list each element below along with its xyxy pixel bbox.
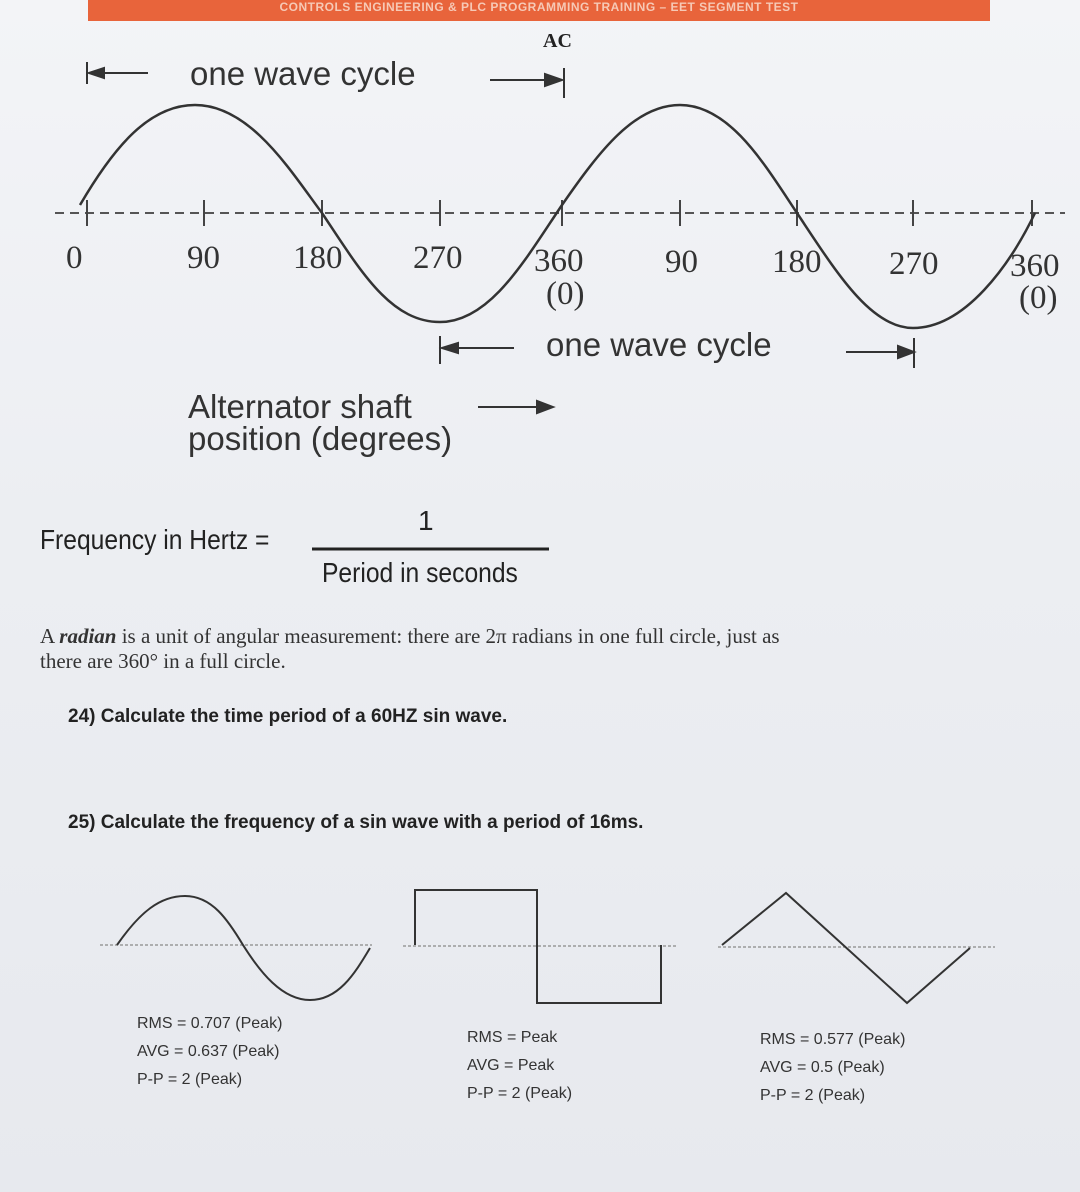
zero-label: (0) bbox=[1019, 280, 1058, 316]
radian-paragraph-line2: there are 360° in a full circle. bbox=[40, 649, 286, 673]
degree-label: 180 bbox=[293, 240, 343, 276]
header-banner: CONTROLS ENGINEERING & PLC PROGRAMMING TRAINING – EET SEGMENT TEST bbox=[88, 0, 990, 21]
zero-label: (0) bbox=[546, 276, 585, 312]
cycle-bottom-left-head bbox=[442, 343, 458, 353]
triangle-pp: P-P = 2 (Peak) bbox=[760, 1087, 866, 1104]
degree-label: 360 bbox=[534, 243, 584, 279]
sine-small-curve bbox=[117, 896, 370, 1000]
triangle-stats bbox=[760, 1026, 905, 1110]
triangle-rms: RMS = 0.577 (Peak) bbox=[760, 1031, 906, 1048]
sine-rms: RMS = 0.707 (Peak) bbox=[137, 1015, 283, 1032]
cycle-label-top: one wave cycle bbox=[190, 55, 416, 92]
sine-stats bbox=[137, 1010, 282, 1094]
triangle-avg: AVG = 0.5 (Peak) bbox=[760, 1059, 885, 1076]
degree-label: 360 bbox=[1010, 248, 1060, 284]
degree-label: 270 bbox=[889, 246, 939, 282]
radian-paragraph-line1: A radian is a unit of angular measurement: there are 2π radians in one full circle, just as bbox=[40, 624, 780, 648]
degree-label: 270 bbox=[413, 240, 463, 276]
ac-title: AC bbox=[543, 30, 572, 52]
degree-label: 0 bbox=[66, 240, 83, 276]
axis-label-arrow-head bbox=[537, 401, 553, 413]
sine-avg: AVG = 0.637 (Peak) bbox=[137, 1043, 280, 1060]
degree-label: 180 bbox=[772, 244, 822, 280]
axis-label-line1: Alternator shaft bbox=[188, 388, 412, 425]
triangle-small-curve bbox=[722, 893, 970, 1003]
cycle-label-bottom: one wave cycle bbox=[546, 326, 772, 363]
axis-label-line2: position (degrees) bbox=[188, 420, 453, 457]
cycle-bottom-right-head bbox=[898, 346, 914, 358]
square-rms: RMS = Peak bbox=[467, 1029, 558, 1046]
sine-pp: P-P = 2 (Peak) bbox=[137, 1071, 243, 1088]
square-avg: AVG = Peak bbox=[467, 1057, 555, 1074]
formula-denominator: Period in seconds bbox=[322, 557, 518, 588]
cycle-top-left-head bbox=[89, 68, 104, 78]
formula-numerator: 1 bbox=[418, 505, 434, 536]
degree-label: 90 bbox=[665, 244, 698, 280]
square-stats bbox=[467, 1024, 572, 1108]
radian-emphasis: radian bbox=[59, 624, 117, 648]
formula-lhs: Frequency in Hertz = bbox=[40, 524, 270, 555]
question-24: 24) Calculate the time period of a 60HZ sin wave. bbox=[68, 706, 508, 727]
degree-label: 90 bbox=[187, 240, 220, 276]
square-pp: P-P = 2 (Peak) bbox=[467, 1085, 573, 1102]
cycle-top-right-head bbox=[545, 74, 562, 86]
question-25: 25) Calculate the frequency of a sin wave with a period of 16ms. bbox=[68, 812, 644, 833]
